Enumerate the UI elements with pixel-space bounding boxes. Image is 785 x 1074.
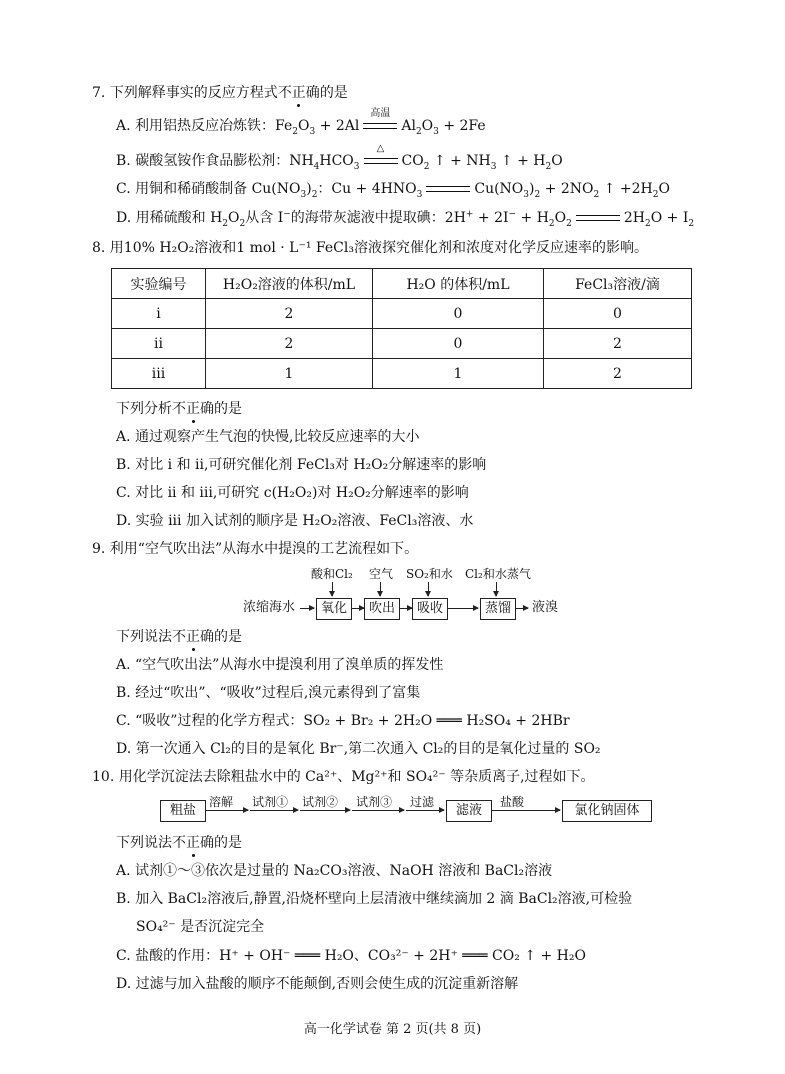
- page-footer: 高一化学试卷 第 2 页(共 8 页): [303, 1022, 482, 1037]
- flow-input-label: 酸和Cl₂: [311, 567, 353, 581]
- q10-option-d: D. 过滤与加入盐酸的顺序不能颠倒,否则会使生成的沉淀重新溶解: [116, 976, 519, 992]
- table-row: [112, 329, 692, 359]
- q9-option-b: B. 经过“吹出”、“吸收”过程后,溴元素得到了富集: [116, 685, 421, 701]
- table-cell: 0: [544, 299, 692, 329]
- table-cell: iii: [112, 359, 206, 389]
- flow-step-label: 试剂①: [252, 795, 289, 809]
- table-cell: 0: [373, 299, 544, 329]
- flow-arrow: [206, 810, 248, 811]
- q7-option-a: A. 利用铝热反应冶炼铁：$Fe_2O_3 + 2Al$ 高温 $Al_2O_3 + 2Fe$: [116, 108, 486, 137]
- flow-box-distillation: 蒸馏: [480, 598, 516, 620]
- table-cell: 2: [544, 329, 692, 359]
- q10-option-c: C. 盐酸的作用：H⁺ + OH⁻ ═══ H₂O、CO₃²⁻ + 2H⁺ ═══ CO₂ ↑ + H₂O: [116, 948, 586, 964]
- flow-box-nacl-solid: 氯化钠固体: [562, 800, 652, 822]
- flow-step-label: 试剂②: [302, 795, 339, 809]
- table-row: [112, 359, 692, 389]
- table-cell: i: [112, 299, 206, 329]
- flow-arrow: [332, 582, 333, 596]
- q8-option-c: C. 对比 ii 和 iii,可研究 c(H₂O₂)对 H₂O₂分解速率的影响: [116, 485, 469, 501]
- table-cell: 1: [206, 359, 373, 389]
- q8-table: [111, 268, 692, 389]
- q9-stem: 9. 利用“空气吹出法”从海水中提溴的工艺流程如下。: [92, 541, 419, 557]
- q7-stem: 7. 下列解释事实的反应方程式不正确的是: [92, 85, 348, 101]
- flow-input-label: SO₂和水: [406, 567, 453, 581]
- flow-arrow: [300, 608, 314, 609]
- table-header: FeCl₃溶液/滴: [544, 269, 692, 299]
- flow-arrow: [406, 810, 444, 811]
- q7-option-d: D. 用稀硫酸和 $H_2O_2$从含 I−的海带灰滤液中提取碘：$2H^+ + 2I^- + H_2O_2$ $2H_2O + I_2$: [116, 209, 695, 229]
- flow-arrow: [516, 608, 528, 609]
- q8-option-d: D. 实验 iii 加入试剂的顺序是 H₂O₂溶液、FeCl₃溶液、水: [116, 513, 474, 529]
- flow-box-crude-salt: 粗盐: [160, 800, 206, 822]
- table-cell: 0: [373, 329, 544, 359]
- flow-step-label: 试剂③: [356, 795, 393, 809]
- flow-step-label: 过滤: [410, 795, 435, 809]
- flow-input-label: Cl₂和水蒸气: [465, 567, 531, 581]
- table-header: H₂O₂溶液的体积/mL: [206, 269, 373, 299]
- flow-box-blow-out: 吹出: [364, 598, 400, 620]
- q8-option-b: B. 对比 i 和 ii,可研究催化剂 FeCl₃对 H₂O₂分解速率的影响: [116, 457, 487, 473]
- table-cell: 2: [544, 359, 692, 389]
- q9-option-c: C. “吸收”过程的化学方程式：SO₂ + Br₂ + 2H₂O ═══ H₂SO₄ + 2HBr: [116, 713, 570, 729]
- flow-arrow: [300, 810, 350, 811]
- table-row: [112, 299, 692, 329]
- table-header: H₂O 的体积/mL: [373, 269, 544, 299]
- flow-arrow: [492, 810, 560, 811]
- q9-option-d: D. 第一次通入 Cl₂的目的是氧化 Br⁻,第二次通入 Cl₂的目的是氧化过量的 SO₂: [116, 741, 601, 757]
- table-cell: 2: [206, 329, 373, 359]
- q8-option-a: A. 通过观察产生气泡的快慢,比较反应速率的大小: [116, 429, 420, 445]
- flow-start-label: 浓缩海水: [243, 600, 296, 615]
- q10-stem: 10. 用化学沉淀法去除粗盐水中的 Ca²⁺、Mg²⁺和 SO₄²⁻ 等杂质离子,过程如下。: [92, 769, 595, 785]
- q9-option-a: A. “空气吹出法”从海水中提溴利用了溴单质的挥发性: [116, 657, 444, 673]
- flow-arrow: [352, 608, 364, 609]
- flow-arrow: [496, 582, 497, 596]
- q8-stem: 8. 用10% H₂O₂溶液和1 mol · L⁻¹ FeCl₃溶液探究催化剂和浓度对化学反应速率的影响。: [92, 240, 648, 256]
- q7-option-c: C. 用铜和稀硝酸制备 $Cu(NO_3)_2$：$Cu + 4HNO_3$ $Cu(NO_3)_2 + 2NO_2$ ↑ $+2H_2O$: [116, 181, 670, 200]
- flow-box-oxidation: 氧化: [316, 598, 352, 620]
- flow-box-filtrate: 滤液: [446, 800, 492, 822]
- q10-option-b: B. 加入 BaCl₂溶液后,静置,沿烧杯壁向上层清液中继续滴加 2 滴 BaCl₂溶液,可检验: [116, 891, 633, 907]
- flow-arrow: [352, 810, 404, 811]
- table-cell: 1: [373, 359, 544, 389]
- table-cell: 2: [206, 299, 373, 329]
- flow-arrow: [250, 810, 298, 811]
- table-header: 实验编号: [112, 269, 206, 299]
- q10-prompt: 下列说法不正确的是: [116, 835, 242, 851]
- flow-box-absorption: 吸收: [412, 598, 448, 620]
- q10-option-b-cont: SO₄²⁻ 是否沉淀完全: [136, 919, 265, 935]
- flow-step-label: 溶解: [209, 795, 234, 809]
- q10-option-a: A. 试剂①～③依次是过量的 Na₂CO₃溶液、NaOH 溶液和 BaCl₂溶液: [116, 863, 553, 879]
- flow-step-label: 盐酸: [500, 795, 525, 809]
- flow-arrow: [448, 608, 478, 609]
- q8-prompt: 下列分析不正确的是: [116, 401, 242, 417]
- flow-arrow: [428, 582, 429, 596]
- table-cell: ii: [112, 329, 206, 359]
- flow-arrow: [400, 608, 412, 609]
- q7-option-b: B. 碳酸氢铵作食品膨松剂：$NH_4HCO_3$ △ $CO_2$ ↑ + $NH_3$ ↑ + $H_2O$: [116, 143, 563, 172]
- flow-arrow: [380, 582, 381, 596]
- q9-prompt: 下列说法不正确的是: [116, 629, 242, 645]
- flow-end-label: 液溴: [532, 600, 559, 615]
- flow-input-label: 空气: [369, 567, 394, 581]
- table-header-row: [112, 269, 692, 299]
